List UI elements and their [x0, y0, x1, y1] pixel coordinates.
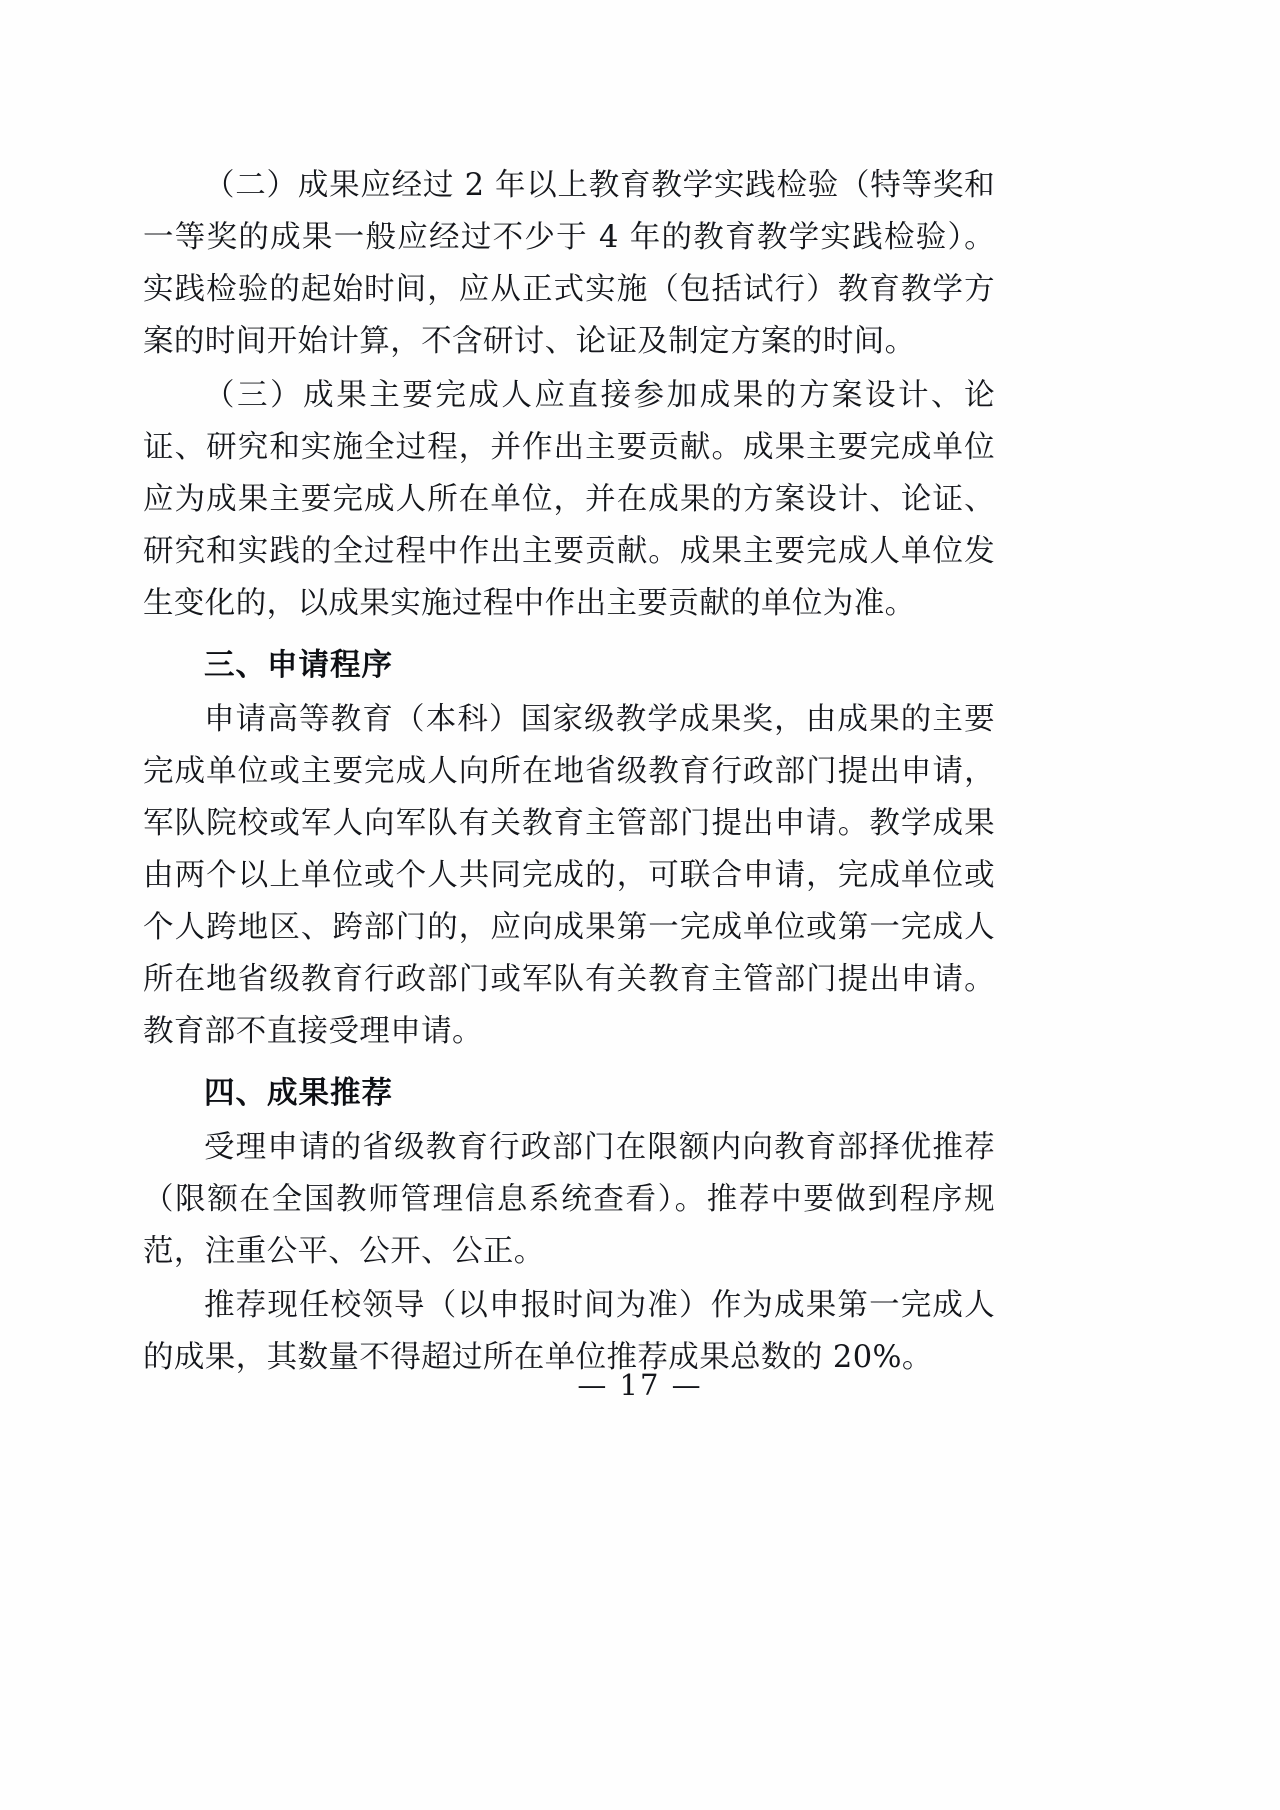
paragraph-application-procedure: 申请高等教育（本科）国家级教学成果奖，由成果的主要完成单位或主要完成人向所在地省级教育行政部门提出申请，军队院校或军人向军队有关教育主管部门提出申请。教学成果由两个以上单位或个人共同完成的，可联合申请，完成单位或个人跨地区、跨部门的，应向成果第一完成单位或第一完成人所在地省级教育行政部门或军队有关教育主管部门提出申请。教育部不直接受理申请。	[143, 702, 995, 1049]
section-heading-result-recommendation: 四、成果推荐	[204, 1076, 393, 1111]
section-heading-application-procedure: 三、申请程序	[204, 648, 393, 683]
paragraph-recommendation-1: 受理申请的省级教育行政部门在限额内向教育部择优推荐（限额在全国教师管理信息系统查看）。推荐中要做到程序规范，注重公平、公开、公正。	[143, 1130, 995, 1269]
paragraph-recommendation-2: 推荐现任校领导（以申报时间为准）作为成果第一完成人的成果，其数量不得超过所在单位推荐成果总数的 20%。	[143, 1288, 995, 1375]
document-body	[143, 160, 995, 1386]
page-number: — 17 —	[577, 1368, 703, 1402]
paragraph-item-3: （三）成果主要完成人应直接参加成果的方案设计、论证、研究和实施全过程，并作出主要贡献。成果主要完成单位应为成果主要完成人所在单位，并在成果的方案设计、论证、研究和实践的全过程中作出主要贡献。成果主要完成人单位发生变化的，以成果实施过程中作出主要贡献的单位为准。	[143, 378, 995, 621]
paragraph-item-2: （二）成果应经过 2 年以上教育教学实践检验（特等奖和一等奖的成果一般应经过不少于 4 年的教育教学实践检验）。实践检验的起始时间，应从正式实施（包括试行）教育教学方案的时间开始计算，不含研讨、论证及制定方案的时间。	[143, 168, 995, 359]
